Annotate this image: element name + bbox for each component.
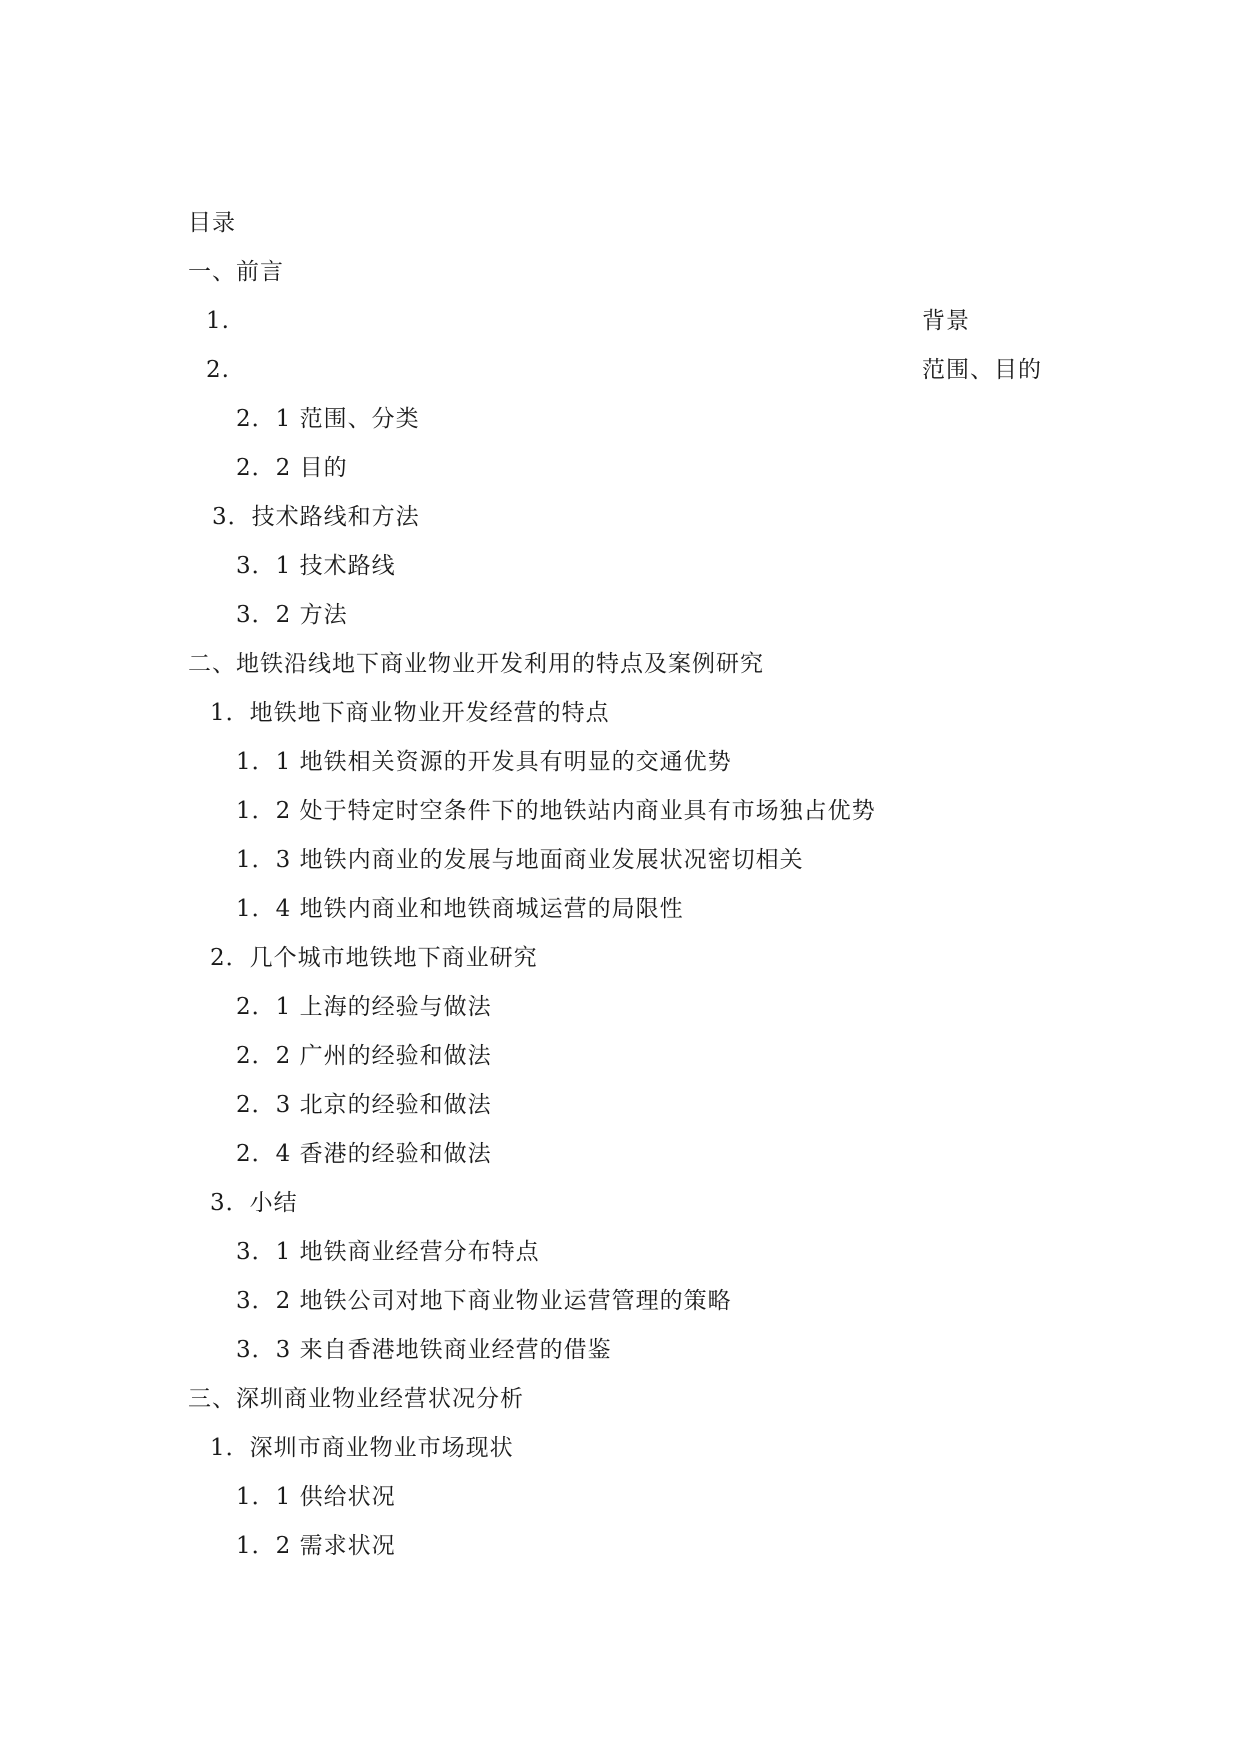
- toc-entry: 2.: [206, 357, 230, 383]
- toc-entry: 2．3 北京的经验和做法: [236, 1092, 492, 1118]
- toc-entry: 1．1 供给状况: [236, 1484, 396, 1510]
- toc-entry: 3．3 来自香港地铁商业经营的借鉴: [236, 1337, 612, 1363]
- toc-entry: 1．2 处于特定时空条件下的地铁站内商业具有市场独占优势: [236, 798, 876, 824]
- toc-entry: 1．1 地铁相关资源的开发具有明显的交通优势: [236, 749, 732, 775]
- toc-entry: 2．几个城市地铁地下商业研究: [210, 945, 538, 971]
- toc-entry: 1．深圳市商业物业市场现状: [210, 1435, 514, 1461]
- toc-entry: 3．2 方法: [236, 602, 348, 628]
- toc-entry: 1．4 地铁内商业和地铁商城运营的局限性: [236, 896, 684, 922]
- toc-title: 目录: [188, 210, 236, 236]
- toc-entry: 3．2 地铁公司对地下商业物业运营管理的策略: [236, 1288, 732, 1314]
- toc-entry: 3．小结: [210, 1190, 298, 1216]
- toc-entry: 2．1 范围、分类: [236, 406, 420, 432]
- toc-entry: 2．4 香港的经验和做法: [236, 1141, 492, 1167]
- toc-entry: 1.: [206, 308, 230, 334]
- toc-entry: 三、深圳商业物业经营状况分析: [188, 1386, 524, 1412]
- toc-entry: 2．2 目的: [236, 455, 348, 481]
- toc-entry: 3．1 技术路线: [236, 553, 396, 579]
- toc-entry: 2．1 上海的经验与做法: [236, 994, 492, 1020]
- toc-entry-right: 背景: [922, 308, 970, 334]
- toc-entry: 2．2 广州的经验和做法: [236, 1043, 492, 1069]
- toc-entry: 3．技术路线和方法: [212, 504, 420, 530]
- toc-entry: 一、前言: [188, 259, 284, 285]
- toc-entry-right: 范围、目的: [922, 357, 1042, 383]
- toc-entry: 二、地铁沿线地下商业物业开发利用的特点及案例研究: [188, 651, 764, 677]
- toc-entry: 3．1 地铁商业经营分布特点: [236, 1239, 540, 1265]
- toc-entry: 1．地铁地下商业物业开发经营的特点: [210, 700, 610, 726]
- toc-entry: 1．2 需求状况: [236, 1533, 396, 1559]
- toc-entry: 1．3 地铁内商业的发展与地面商业发展状况密切相关: [236, 847, 804, 873]
